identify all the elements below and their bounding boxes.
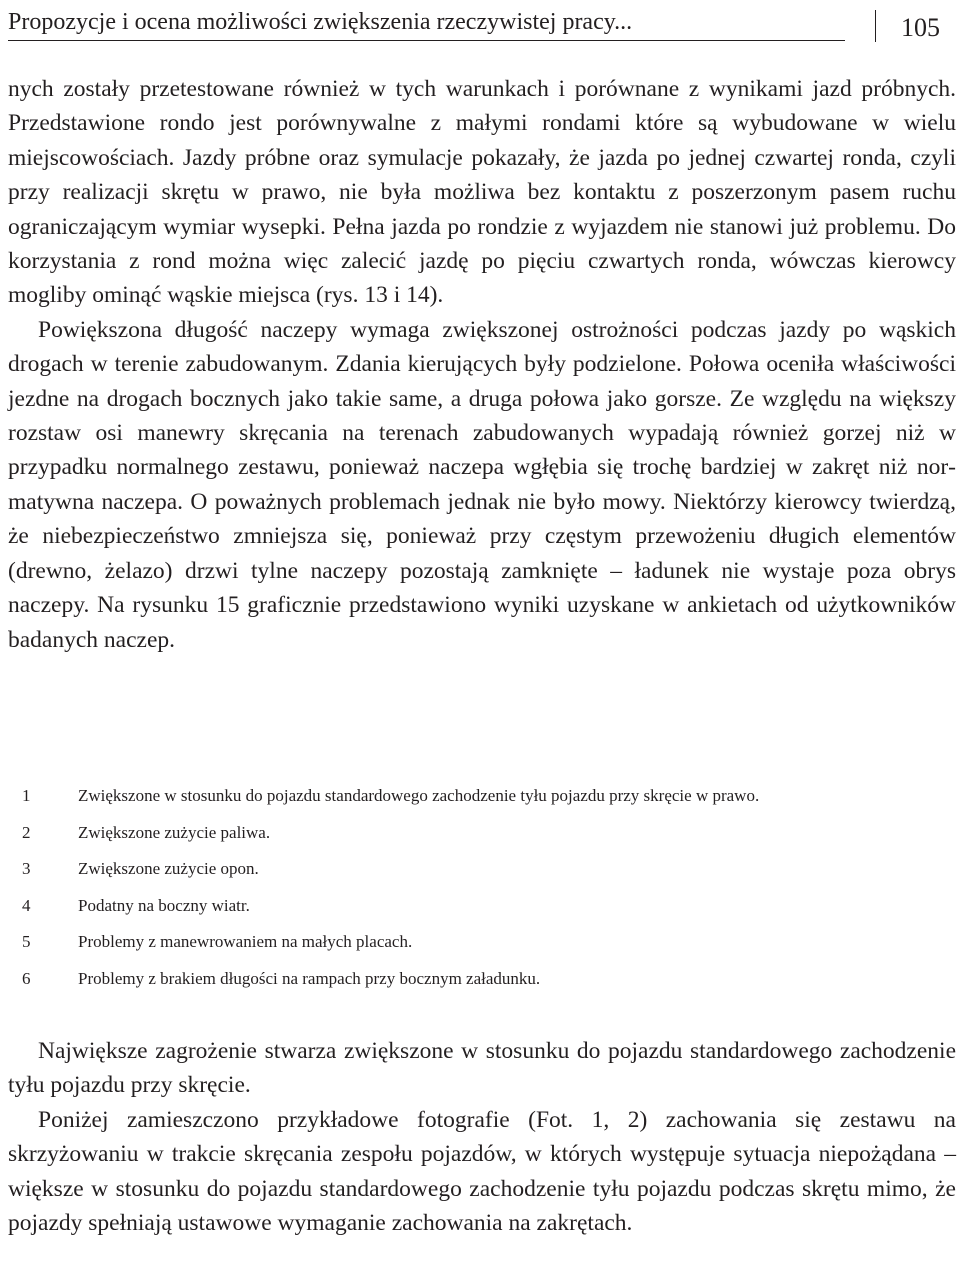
- list-item-text: Zwiększone zużycie opon.: [78, 859, 259, 879]
- page-number: 105: [901, 13, 940, 42]
- paragraph: Powiększona długość naczepy wymaga zwiększonej ostrożności podczas jazdy po wąskich drogach w terenie zabudowanym. Zdania kierujących były podzielone. Połowa oceniła właściwości jezdne na drogach bocznych jako takie same, a druga połowa jako gorsze. Ze względu na większy rozstaw osi manewry skręcania na terenach zabudowanych wypadają również gorzej niż w przypadku normalnego zestawu, ponieważ naczepa wgłębia się trochę bardziej w zakręt niż normatywna naczepa. O poważnych problemach jednak nie było mowy. Niektórzy kierowcy twierdzą, że niebezpieczeństwo zmniejsza się, ponieważ przy częstym przewożeniu długich elementów (drewno, żelazo) drzwi tylne naczepy pozostają zamknięte – ładunek nie wystaje poza obrys naczepy. Na rysunku 15 graficznie przedstawiono wyniki uzyskane w ankietach od użytkowników badanych naczep.: [8, 316, 956, 653]
- list-item: [22, 924, 952, 961]
- list-item-number: 4: [22, 895, 31, 915]
- list-item-text: Problemy z manewrowaniem na małych placach.: [78, 932, 413, 952]
- list-item-number: 1: [22, 786, 31, 805]
- list-item-number: 5: [22, 932, 31, 952]
- list-item-number: 2: [22, 822, 31, 842]
- list-item-text: Podatny na boczny wiatr.: [78, 895, 250, 915]
- main-text: [8, 72, 956, 657]
- list-item-text: Zwiększone zużycie paliwa.: [78, 822, 271, 842]
- paragraph: nych zostały przetestowane również w tych warunkach i porównane z wynikami jazd próbnych. Przedstawione rondo jest porównywalne z małymi rondami które są wybudowane w wielu miejscowościach. Jazdy próbne oraz symulacje pokazały, że jazda po jednej czwartej ronda, czyli przy realizacji skrętu w prawo, nie była możliwa bez kontaktu z poszerzonym pasem ruchu ograniczającym wymiar wysepki. Pełna jazda po rondzie z wyjazdem nie stanowi już problemu. Do korzystania z rond można więc zalecić jazdę po pięciu czwartych ronda, wówczas kierowcy mogliby ominąć wąskie miejsca (rys. 13 i 14).: [8, 76, 956, 309]
- paragraph: Poniżej zamieszczono przykładowe fotografie (Fot. 1, 2) zachowania się zestawu na skrzyżowaniu w trakcie skręcania zespołu pojazdów, w których występuje sytuacja niepożądana – większe w stosunku do pojazdu standardowego zachodzenie tyłu pojazdu podczas skrętu mimo, że pojazdy spełniają ustawowe wymaganie zachowania na zakrętach.: [8, 1106, 956, 1237]
- header-separator: [875, 10, 876, 42]
- list-item: [22, 815, 952, 852]
- main-text-continued: [8, 1034, 956, 1240]
- survey-legend-list: [22, 778, 952, 998]
- running-header-title: Propozycje i ocena możliwości zwiększenia rzeczywistej pracy...: [8, 6, 845, 41]
- paragraph: Największe zagrożenie stwarza zwiększone w stosunku do pojazdu standardowego zachodzenie tyłu pojazdu przy skręcie.: [8, 1038, 956, 1099]
- list-item-text: Zwiększone w stosunku do pojazdu standardowego zachodzenie tyłu pojazdu przy skręcie w prawo.: [78, 786, 760, 805]
- running-header: [8, 4, 952, 44]
- list-item-text: Problemy z brakiem długości na rampach przy bocznym załadunku.: [78, 968, 541, 988]
- list-item: [22, 851, 952, 888]
- list-item-number: 3: [22, 859, 31, 879]
- list-item: [22, 778, 952, 815]
- list-item: [22, 961, 952, 998]
- list-item: [22, 888, 952, 925]
- list-item-number: 6: [22, 968, 31, 988]
